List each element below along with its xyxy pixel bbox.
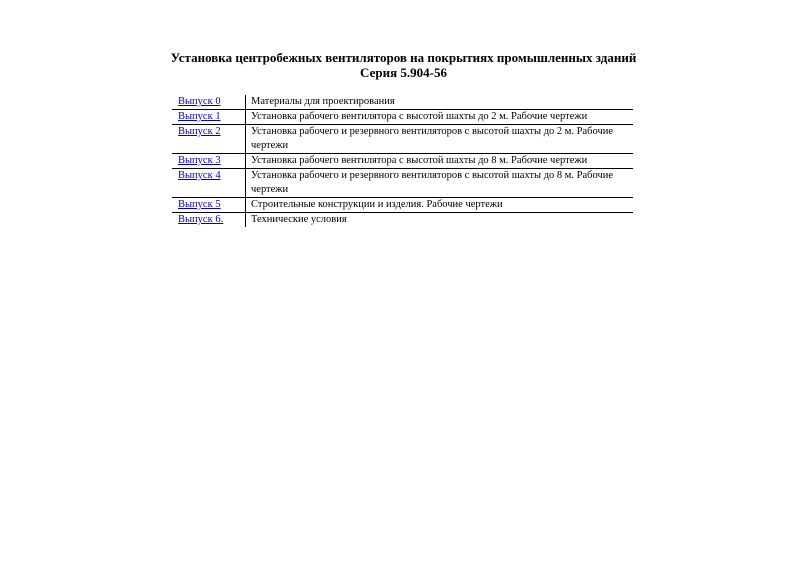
issue-description: Установка рабочего и резервного вентиляторов с высотой шахты до 2 м. Рабочие чертежи (246, 125, 634, 154)
document-title: Установка центробежных вентиляторов на покрытиях промышленных зданий (170, 50, 637, 65)
issue-link-3[interactable]: Выпуск 3 (178, 155, 221, 166)
table-row (172, 95, 633, 110)
issue-link-1[interactable]: Выпуск 1 (178, 111, 221, 122)
series-number: Серия 5.904-56 (360, 65, 447, 80)
issue-description: Материалы для проектирования (246, 95, 634, 110)
issue-description: Технические условия (251, 214, 347, 225)
issue-description: Установка рабочего вентилятора с высотой шахты до 2 м. Рабочие чертежи (246, 110, 634, 125)
issue-number-cell (172, 213, 246, 228)
table-row (172, 169, 633, 198)
table-row (172, 213, 633, 228)
issue-number-cell (172, 169, 246, 198)
issue-description: Строительные конструкции и изделия. Рабочие чертежи (246, 198, 634, 213)
issue-description: Установка рабочего и резервного вентиляторов с высотой шахты до 8 м. Рабочие чертежи (246, 169, 634, 198)
issue-number-cell (172, 125, 246, 154)
issue-number-cell (172, 95, 246, 110)
issue-link-6[interactable]: Выпуск 6. (178, 214, 224, 225)
issues-table (172, 95, 633, 227)
issue-link-5[interactable]: Выпуск 5 (178, 199, 221, 210)
issue-link-4[interactable]: Выпуск 4 (178, 170, 221, 181)
issue-link-0[interactable]: Выпуск 0 (178, 96, 221, 107)
table-row (172, 198, 633, 213)
table-row (172, 110, 633, 125)
issue-number-cell (172, 154, 246, 169)
issue-number-cell (172, 110, 246, 125)
issue-link-2[interactable]: Выпуск 2 (178, 126, 221, 137)
page-title (0, 50, 807, 80)
issue-number-cell (172, 198, 246, 213)
table-row (172, 154, 633, 169)
table-row (172, 125, 633, 154)
issue-description: Установка рабочего вентилятора с высотой шахты до 8 м. Рабочие чертежи (246, 154, 634, 169)
